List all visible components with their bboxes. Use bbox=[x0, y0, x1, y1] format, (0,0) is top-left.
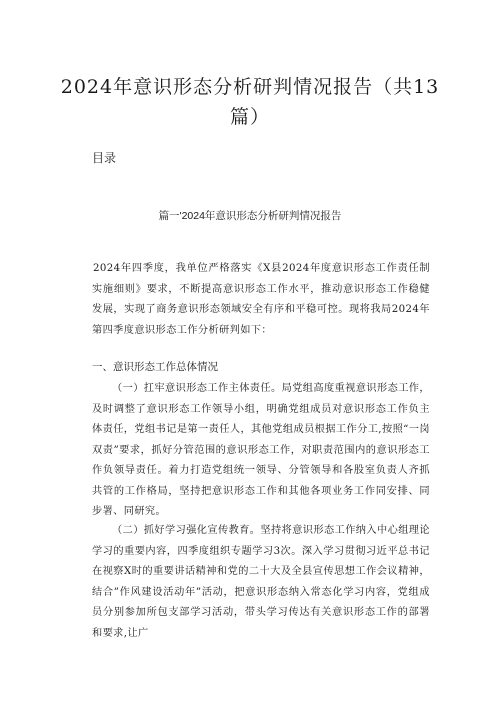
intro-paragraph: 2024年四季度，我单位严格落实《X县2024年度意识形态工作责任制实施细则》要求，不断提高意识形态工作水平，推动意识形态工作稳健发展，实现了商务意识形态领域安全有序和平稳可控。现将我局2024年第四季度意识形态工作分析研判如下： bbox=[92, 263, 430, 336]
body-paragraph-1: （一）扛牢意识形态工作主体责任。局党组高度重视意识形态工作，及时调整了意识形态工作领导小组，明确党组成员对意识形态工作负主体责任，党组书记是第一责任人，其他党组成员根据工作分工,按照“一岗双责”要求，抓好分管范围的意识形态工作，对职责范围内的意识形态工作负领导责任。着力打造党组统一领导、分管领导和各股室负责人齐抓共管的工作格局，坚持把意识形态工作和其他各项业务工作同安排、同步署、同研究。 bbox=[92, 383, 430, 517]
section-heading-1: 一、意识形态工作总体情况 bbox=[92, 361, 218, 373]
toc-label: 目录 bbox=[92, 151, 117, 165]
section-title: 篇一'2024年意识形态分析研判情况报告 bbox=[158, 210, 342, 222]
document-title: 2024年意识形态分析研判情况报告（共13篇） bbox=[60, 76, 440, 128]
body-paragraph-2: （二）抓好学习强化宣传教育。坚持将意识形态工作纳入中心组理论学习的重要内容，四季度组织专题学习3次。深入学习贯彻习近平总书记在视察X时的重要讲话精神和党的二十大及全县宣传思想工作会议精神，结合”作风建设活动年”活动，把意识形态纳入常态化学习内容，党组成员分别参加所包支部学习活动，带头学习传达有关意识形态工作的部署和要求,让广 bbox=[92, 525, 430, 639]
